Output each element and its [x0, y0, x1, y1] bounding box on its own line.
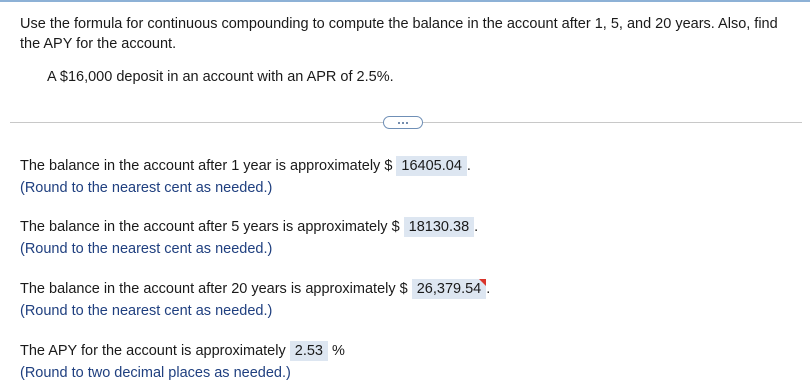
question-prompt: Use the formula for continuous compounding to compute the balance in the account after 1, 5, and 20 years. Also, find the APY for the account.: [20, 16, 778, 52]
answer-field-1-year[interactable]: 16405.04: [396, 156, 466, 176]
question-deposit: A $16,000 deposit in an account with an APR of 2.5%.: [47, 69, 394, 85]
answer-suffix: .: [486, 281, 491, 297]
answer-block-apy: [20, 340, 345, 384]
answer-field-20-years[interactable]: 26,379.54: [412, 279, 487, 299]
answer-field-apy[interactable]: 2.53: [290, 341, 328, 361]
answer-prefix: The APY for the account is approximately: [20, 343, 286, 359]
rounding-hint: (Round to two decimal places as needed.): [20, 365, 291, 381]
ellipsis-icon: [406, 122, 408, 124]
answer-prefix: The balance in the account after 20 years is approximately $: [20, 281, 408, 297]
answer-block-5-years: [20, 216, 478, 260]
answer-prefix: The balance in the account after 5 years is approximately $: [20, 219, 400, 235]
answer-suffix: %: [332, 343, 345, 359]
answer-line: [20, 278, 490, 300]
answer-line: [20, 155, 471, 177]
expand-more-button[interactable]: [383, 116, 423, 129]
answer-suffix: .: [474, 219, 479, 235]
answer-block-20-years: [20, 278, 490, 322]
answer-prefix: The balance in the account after 1 year is approximately $: [20, 158, 393, 174]
rounding-hint: (Round to the nearest cent as needed.): [20, 241, 273, 257]
ellipsis-icon: [398, 122, 400, 124]
answer-block-1-year: [20, 155, 471, 199]
answer-line: [20, 216, 478, 238]
top-accent-rule: [0, 0, 810, 2]
answer-line: [20, 340, 345, 362]
ellipsis-icon: [402, 122, 404, 124]
rounding-hint: (Round to the nearest cent as needed.): [20, 303, 273, 319]
rounding-hint: (Round to the nearest cent as needed.): [20, 180, 273, 196]
answer-field-5-years[interactable]: 18130.38: [404, 217, 474, 237]
answer-suffix: .: [466, 158, 471, 174]
